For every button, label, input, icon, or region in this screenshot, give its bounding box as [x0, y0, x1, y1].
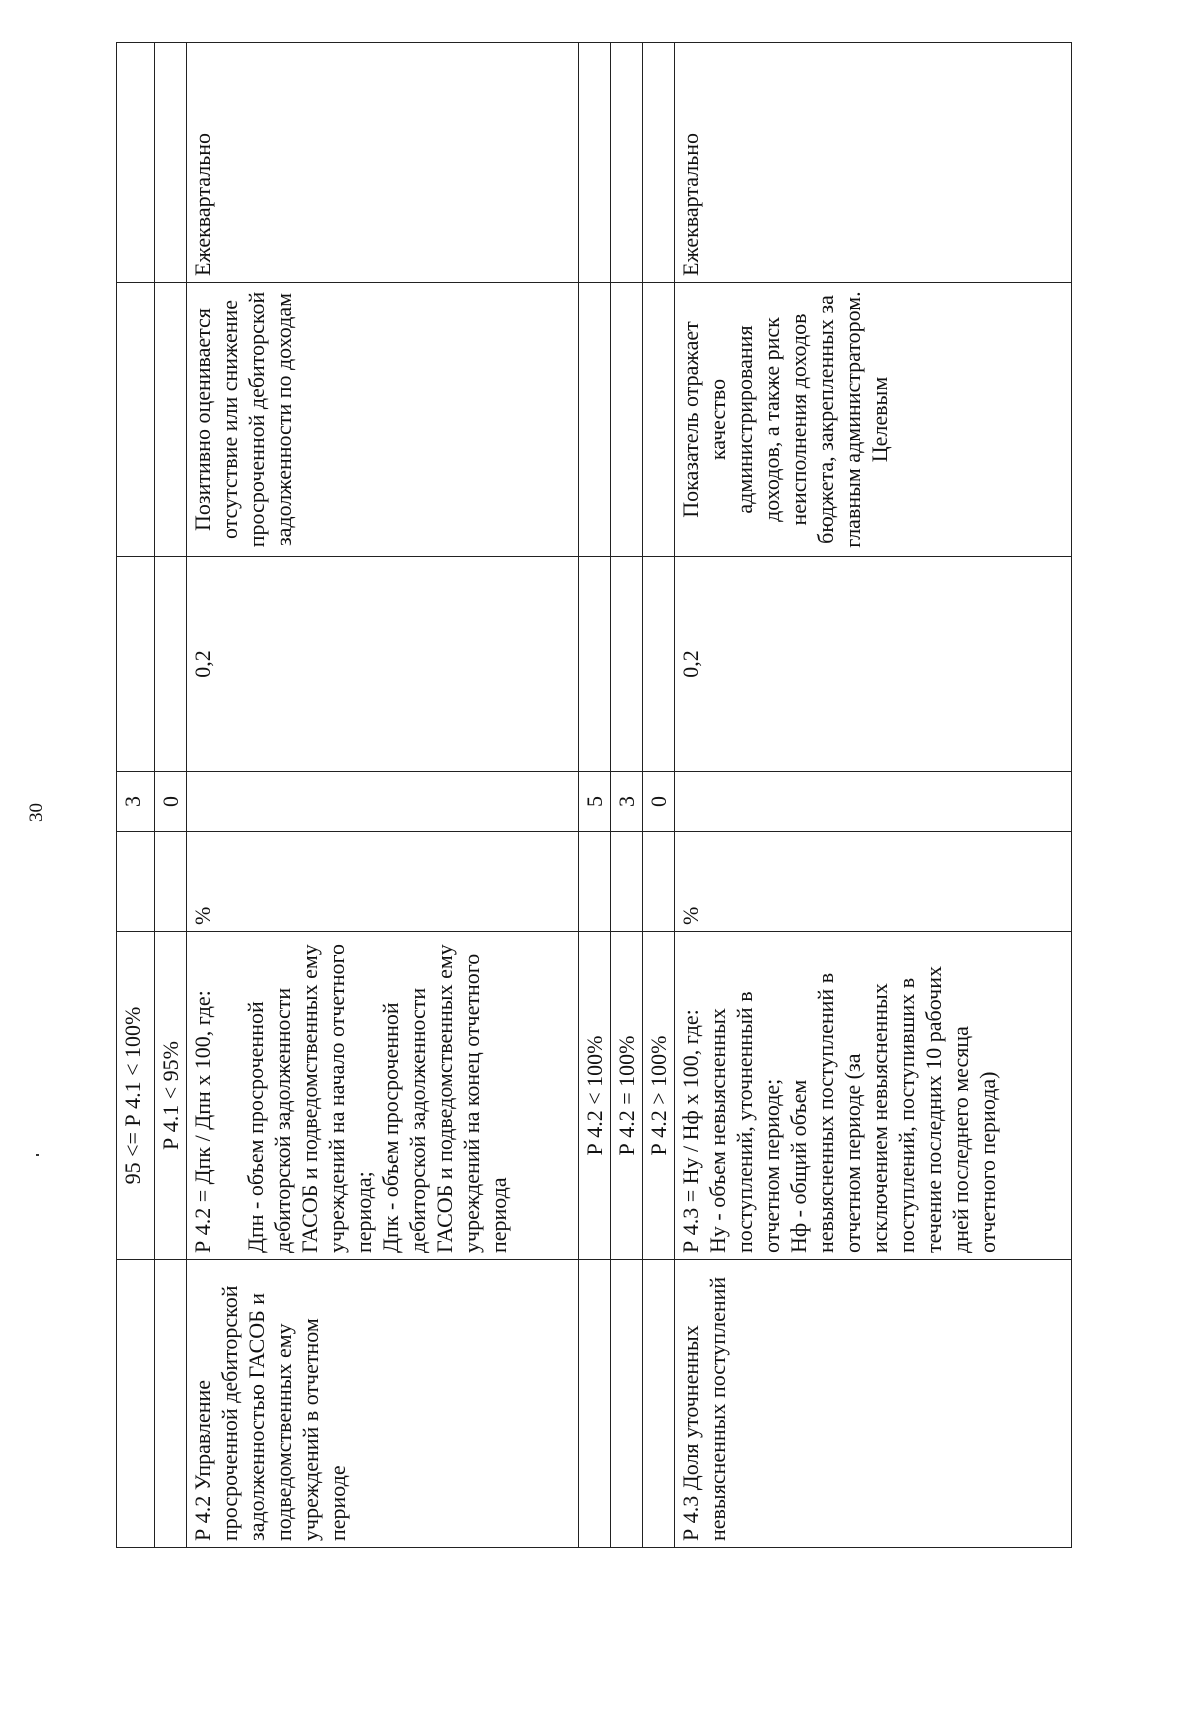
table-row	[611, 43, 643, 1548]
frequency-cell	[155, 43, 187, 283]
comment-cell	[611, 283, 643, 557]
weight-cell: 0,2	[187, 557, 579, 772]
formula-cell	[187, 932, 579, 1260]
unit-cell	[643, 832, 675, 932]
score-cell: 0	[155, 772, 187, 832]
formula-cell: 95 <= Р 4.1 < 100%	[117, 932, 155, 1260]
comment-cell	[643, 283, 675, 557]
criterion-cell: Р 4.3 Доля уточненных невыясненных поступлений	[675, 1260, 1072, 1548]
formula-head: Р 4.2 = Дпк / Дпн х 100, где:	[190, 990, 215, 1253]
score-cell: 5	[579, 772, 611, 832]
criterion-cell	[117, 1260, 155, 1548]
score-cell	[187, 772, 579, 832]
page-number: 30	[26, 803, 47, 822]
table-row	[155, 43, 187, 1548]
table-row	[187, 43, 579, 1548]
unit-cell	[155, 832, 187, 932]
formula-cell: Р 4.1 < 95%	[155, 932, 187, 1260]
weight-cell	[611, 557, 643, 772]
comment-cell	[579, 283, 611, 557]
score-cell: 0	[643, 772, 675, 832]
score-cell: 3	[117, 772, 155, 832]
score-cell	[675, 772, 1072, 832]
scan-speck	[36, 1154, 39, 1156]
criterion-cell	[155, 1260, 187, 1548]
unit-cell: %	[675, 832, 1072, 932]
unit-cell	[579, 832, 611, 932]
criterion-cell	[643, 1260, 675, 1548]
formula-cell: Р 4.2 < 100%	[579, 932, 611, 1260]
frequency-cell: Ежеквартально	[187, 43, 579, 283]
comment-cell: Позитивно оценивается отсутствие или снижение просроченной дебиторской задолженности по доходам	[187, 283, 579, 557]
frequency-cell	[117, 43, 155, 283]
comment-cell	[117, 283, 155, 557]
formula-cell: Р 4.2 > 100%	[643, 932, 675, 1260]
formula-cell: Р 4.2 = 100%	[611, 932, 643, 1260]
comment-cell	[155, 283, 187, 557]
formula-gap	[216, 938, 242, 1253]
frequency-cell	[643, 43, 675, 283]
criterion-cell	[611, 1260, 643, 1548]
indicators-table	[116, 42, 1072, 1548]
formula-definitions: Дпн - объем просроченной дебиторской задолженности ГАСОБ и подведомственных ему учреждений на начало отчетного периода; Дпк - объем просроченной дебиторской задолженности ГАСОБ и подведомственных ему учреждений на конец отчетного периода	[243, 943, 511, 1253]
weight-cell	[643, 557, 675, 772]
weight-cell	[155, 557, 187, 772]
formula-cell: Р 4.3 = Ну / Нф х 100, где: Ну - объем невыясненных поступлений, уточненный в отчетном периоде; Нф - общий объем невыясненных поступлений в отчетном периоде (за исключением невыясненных поступлений, поступивших в течение последних 10 рабочих дней последнего месяца отчетного периода)	[675, 932, 1072, 1260]
unit-cell	[611, 832, 643, 932]
criterion-cell: Р 4.2 Управление просроченной дебиторской задолженностью ГАСОБ и подведомственных ему учреждений в отчетном периоде	[187, 1260, 579, 1548]
frequency-cell: Ежеквартально	[675, 43, 1072, 283]
table-row	[643, 43, 675, 1548]
unit-cell	[117, 832, 155, 932]
frequency-cell	[579, 43, 611, 283]
weight-cell	[117, 557, 155, 772]
criterion-cell	[579, 1260, 611, 1548]
weight-cell: 0,2	[675, 557, 1072, 772]
comment-cell: Показатель отражает качество администрирования доходов, а также риск неисполнения доходов бюджета, закрепленных за главным администратором. Целевым	[675, 283, 1072, 557]
table-row	[675, 43, 1072, 1548]
weight-cell	[579, 557, 611, 772]
frequency-cell	[611, 43, 643, 283]
score-cell: 3	[611, 772, 643, 832]
table-row	[117, 43, 155, 1548]
table-row	[579, 43, 611, 1548]
rotated-table-wrapper	[116, 43, 1069, 1548]
unit-cell: %	[187, 832, 579, 932]
